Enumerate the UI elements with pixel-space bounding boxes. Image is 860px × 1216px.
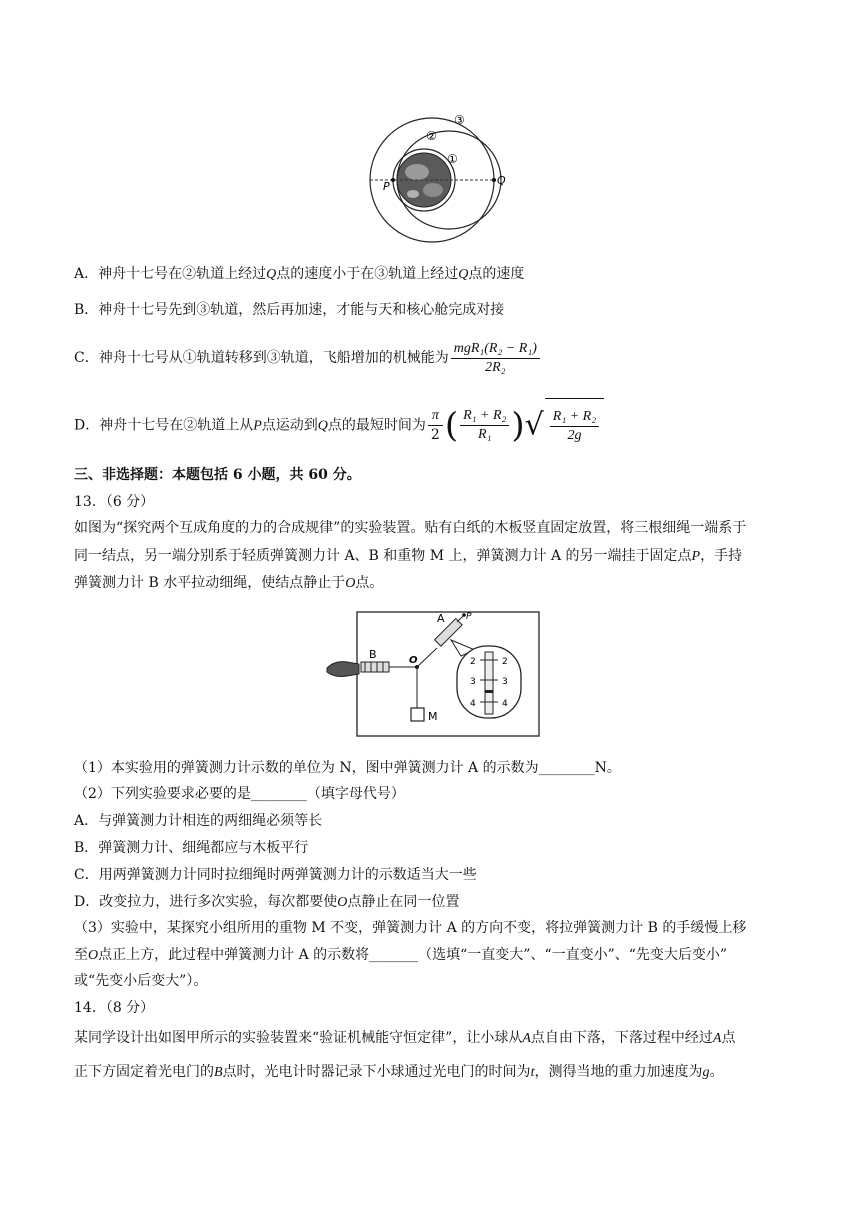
- pi-over-two: $\frac{\pi}{2}$: [428, 407, 443, 444]
- label-m: M: [428, 710, 438, 723]
- sqrt-term: $\frac{\text{R₁ + R₂}}{2g}$: [545, 398, 604, 453]
- scale-left-2: 2: [470, 657, 476, 667]
- label-orbit-3: ③: [454, 113, 465, 127]
- q13-intro-2: 同一结点，另一端分别系于轻质弹簧测力计 A、B 和重物 M 上，弹簧测力计 A 的另一端挂于固定点P，手持: [74, 548, 743, 564]
- q13-number: 13．（6 分）: [74, 494, 155, 510]
- q13-sub3-3: 或“先变小后变大”）。: [74, 973, 208, 989]
- q13-option-d: D．改变拉力，进行多次实验，每次都要使O点静止在同一位置: [74, 894, 460, 910]
- q13-sub3-2: 至O点正上方，此过程中弹簧测力计 A 的示数将_______（选填“一直变大”、“一直变小”、“先变大后变小”: [74, 947, 728, 963]
- option-a: A．神舟十七号在②轨道上经过Q点的速度小于在③轨道上经过Q点的速度: [74, 266, 525, 282]
- scale-right-4: 4: [502, 699, 508, 709]
- q14-number: 14．（8 分）: [74, 1000, 155, 1016]
- scale-left-4: 4: [470, 699, 476, 709]
- label-p: P: [466, 612, 472, 622]
- q13-sub3-1: （3）实验中，某探究小组所用的重物 M 不变，弹簧测力计 A 的方向不变，将拉弹簧测力计 B 的手缓慢上移: [74, 920, 747, 936]
- weight-m: [411, 708, 424, 721]
- q13-sub2: （2）下列实验要求必要的是________（填字母代号）: [74, 786, 405, 802]
- label-o: O: [409, 655, 418, 666]
- label-orbit-2: ②: [426, 129, 437, 143]
- ratio-fraction: $\frac{\text{R₁ + R₂}}{\text{R₁}}$: [460, 407, 509, 444]
- q13-option-b: B．弹簧测力计、细绳都应与木板平行: [74, 840, 309, 856]
- q14-line-2: 正下方固定着光电门的B点时，光电计时器记录下小球通过光电门的时间为t，测得当地的重力加速度为g。: [74, 1064, 724, 1080]
- hand-icon: [327, 662, 359, 677]
- q14-line-1: 某同学设计出如图甲所示的实验装置来“验证机械能守恒定律”，让小球从A点自由下落，下落过程中经过A点: [74, 1030, 736, 1046]
- q13-sub1: （1）本实验用的弹簧测力计示数的单位为 N，图中弹簧测力计 A 的示数为________N。: [74, 760, 621, 776]
- q13-option-a: A．与弹簧测力计相连的两细绳必须等长: [74, 813, 323, 829]
- orbit-diagram: [355, 108, 515, 244]
- label-q: Q: [497, 174, 506, 187]
- label-a: A: [437, 612, 445, 625]
- option-d: D．神舟十七号在②轨道上从P点运动到Q点的最短时间为 $\frac{\pi}{2}$ ( $\frac{\text{R₁ + R₂}}{\text{R₁}}$ )√ $\frac{\text{R₁ + R₂}}{2g}$: [74, 398, 604, 454]
- scale-left-3: 3: [470, 677, 476, 687]
- option-c: C．神舟十七号从①轨道转移到③轨道，飞船增加的机械能为 $\frac{\text{mgR₁(R₂ − R₁)}}{\text{2R₂}}$: [74, 336, 542, 380]
- label-orbit-1: ①: [447, 152, 458, 166]
- mechanical-energy-fraction: $\frac{\text{mgR₁(R₂ − R₁)}}{\text{2R₂}}$: [451, 340, 540, 377]
- force-experiment-diagram: [325, 610, 545, 740]
- q13-intro-3: 弹簧测力计 B 水平拉动细绳，使结点静止于O点。: [74, 575, 384, 591]
- label-p: P: [383, 180, 390, 193]
- option-b: B．神舟十七号先到③轨道，然后再加速，才能与天和核心舱完成对接: [74, 302, 505, 318]
- scale-right-3: 3: [502, 677, 508, 687]
- q13-intro-1: 如图为“探究两个互成角度的力的合成规律”的实验装置。贴有白纸的木板竖直固定放置，将三根细绳一端系于: [74, 520, 747, 536]
- q13-option-c: C．用两弹簧测力计同时拉细绳时两弹簧测力计的示数适当大一些: [74, 867, 477, 883]
- scale-right-2: 2: [502, 657, 508, 667]
- section-heading: 三、非选择题：本题包括 6 小题，共 60 分。: [74, 467, 361, 483]
- label-b: B: [369, 648, 377, 661]
